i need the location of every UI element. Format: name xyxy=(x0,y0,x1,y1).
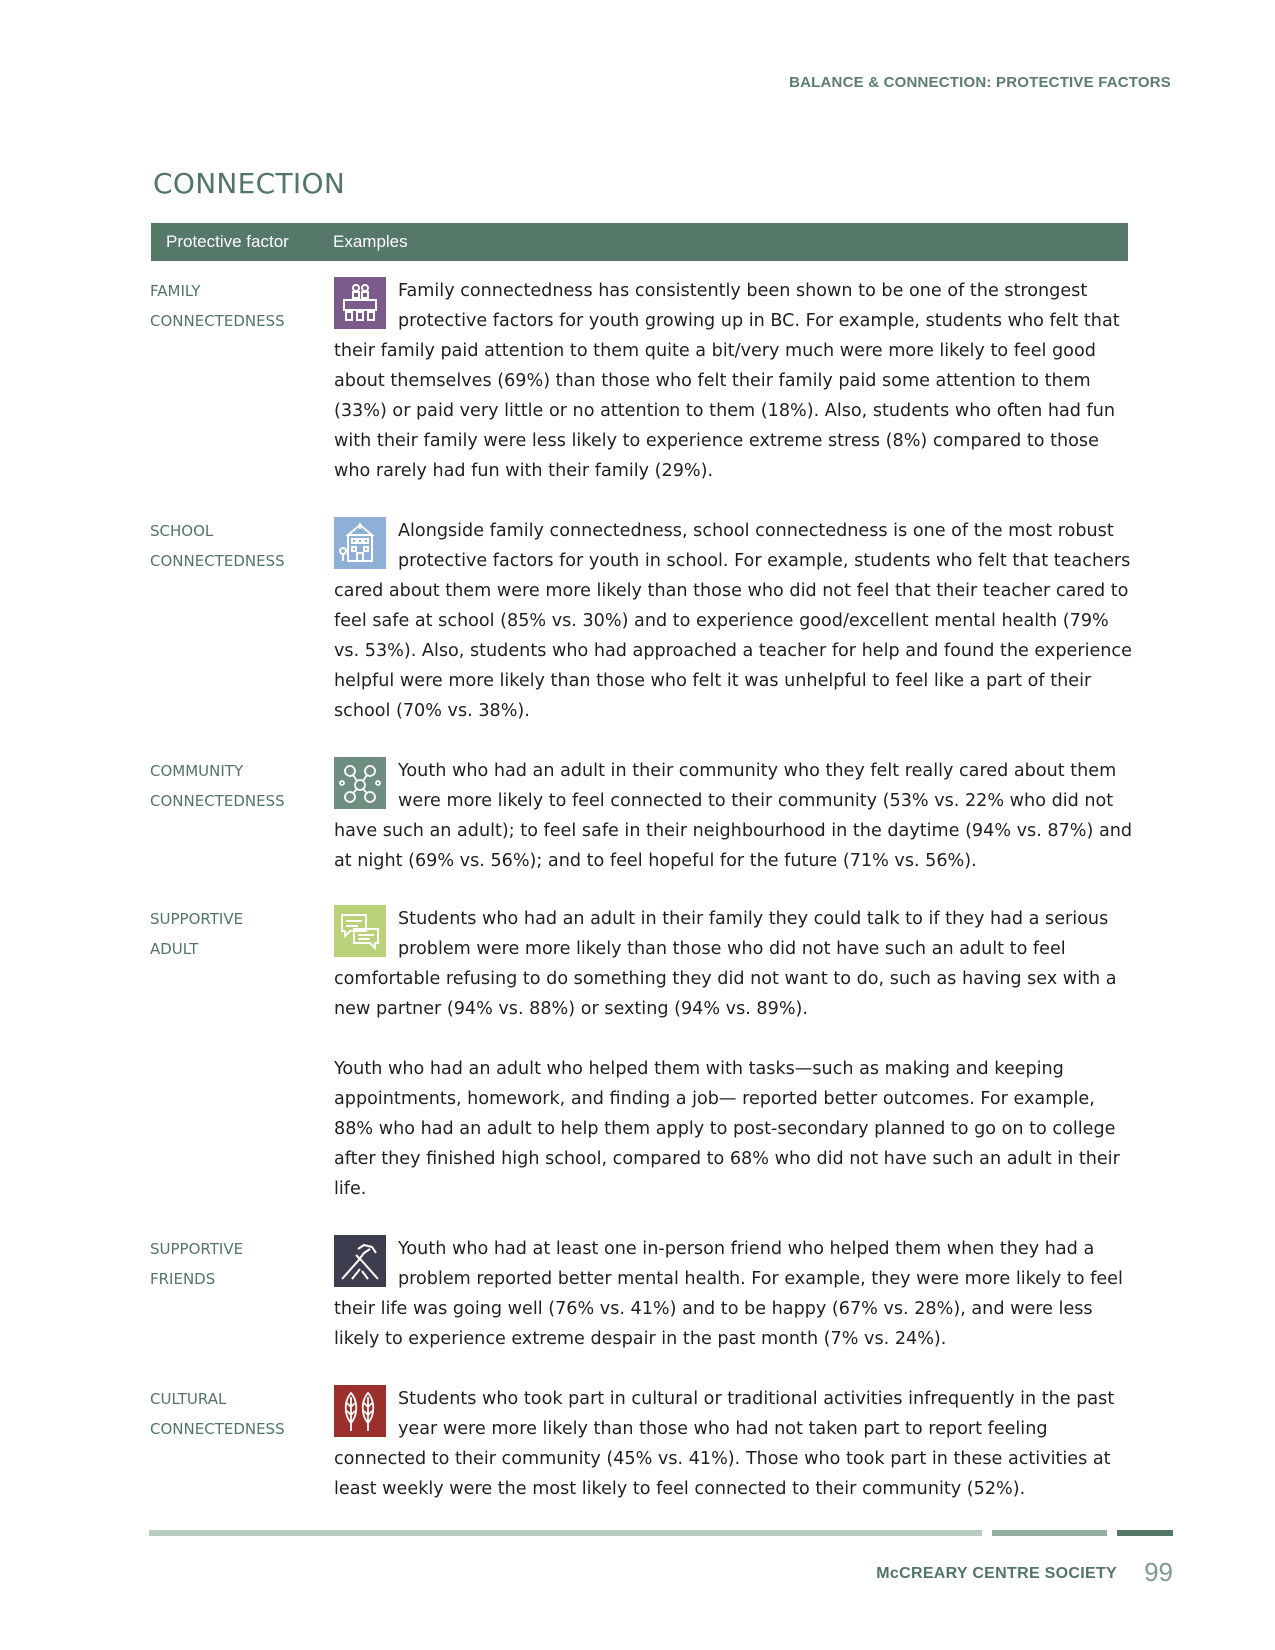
example-paragraph: Family connectedness has consistently been shown to be one of the strongest protective factors for youth growing up in BC. For example, students who felt that their family paid attention to them quite a bit/very much were more likely to feel good about themselves (69%) than those who felt their family paid some attention to them (33%) or paid very little or no attention to them (18%). Also, students who often had fun with their family were less likely to experience extreme stress (8%) compared to those who rarely had fun with their family (29%). xyxy=(334,281,1120,481)
factor-label: SCHOOL CONNECTEDNESS xyxy=(150,522,285,570)
example-paragraph: Youth who had an adult in their community who they felt really cared about them were more likely to feel connected to their community (53% vs. 22% who did not have such an adult); to feel safe in their neighbourhood in the daytime (94% vs. 87%) and at night (69% vs. 56%); and to feel hopeful for the future (71% vs. 56%). xyxy=(334,761,1133,871)
factor-label: CULTURAL CONNECTEDNESS xyxy=(150,1390,285,1438)
example-paragraph: Students who had an adult in their family they could talk to if they had a serious problem were more likely than those who did not have such an adult to feel comfortable refusing to do something they did not want to do, such as having sex with a new partner (94% vs. 88%) or sexting (94% vs. 89%). xyxy=(334,909,1117,1019)
factor-label: SUPPORTIVE FRIENDS xyxy=(150,1240,244,1288)
page-number: 99 xyxy=(1144,1557,1173,1587)
section-title: CONNECTION xyxy=(153,166,346,200)
family-icon xyxy=(334,277,386,329)
school-icon xyxy=(334,517,386,569)
factor-label: COMMUNITY CONNECTEDNESS xyxy=(150,762,285,810)
feathers-icon xyxy=(334,1385,386,1437)
handshake-icon xyxy=(334,1235,386,1287)
example-text xyxy=(334,904,1134,1204)
example-paragraph: Students who took part in cultural or traditional activities infrequently in the past year were more likely than those who had not taken part to report feeling connected to their community (45% vs. 41%). Those who took part in these activities at least weekly were the most likely to feel connected to their community (52%). xyxy=(334,1389,1115,1499)
example-text xyxy=(334,276,1134,486)
footer-rule-short xyxy=(1117,1530,1173,1536)
example-paragraph: Youth who had at least one in-person friend who helped them when they had a problem reported better mental health. For example, they were more likely to feel their life was going well (76% vs. 41%) and to be happy (67% vs. 28%), and were less likely to experience extreme despair in the past month (7% vs. 24%). xyxy=(334,1239,1123,1349)
example-paragraph: Alongside family connectedness, school connectedness is one of the most robust protective factors for youth in school. For example, students who felt that teachers cared about them were more likely than those who did not feel that their teacher cared to feel safe at school (85% vs. 30%) and to experience good/excellent mental health (79% vs. 53%). Also, students who had approached a teacher for help and found the experience helpful were more likely than those who felt it was unhelpful to feel like a part of their school (70% vs. 38%). xyxy=(334,521,1132,721)
column-header-protective-factor: Protective factor xyxy=(166,232,289,251)
example-text xyxy=(334,516,1134,726)
footer-organization: McCREARY CENTRE SOCIETY xyxy=(876,1565,1117,1582)
example-text xyxy=(334,1234,1134,1354)
factor-label: FAMILY CONNECTEDNESS xyxy=(150,282,285,330)
running-head: BALANCE & CONNECTION: PROTECTIVE FACTORS xyxy=(789,74,1171,91)
footer-rule-long xyxy=(149,1530,982,1536)
footer-rule-medium xyxy=(992,1530,1107,1536)
example-paragraph: Youth who had an adult who helped them with tasks—such as making and keeping appointments, homework, and finding a job— reported better outcomes. For example, 88% who had an adult to help them apply to post-secondary planned to go on to college after they finished high school, compared to 68% who did not have such an adult in their life. xyxy=(334,1059,1120,1199)
example-text xyxy=(334,1384,1134,1504)
chat-bubbles-icon xyxy=(334,905,386,957)
example-text xyxy=(334,756,1134,876)
factor-label: SUPPORTIVE ADULT xyxy=(150,910,244,958)
table-header xyxy=(151,223,1128,261)
column-header-examples: Examples xyxy=(333,232,408,251)
community-network-icon xyxy=(334,757,386,809)
